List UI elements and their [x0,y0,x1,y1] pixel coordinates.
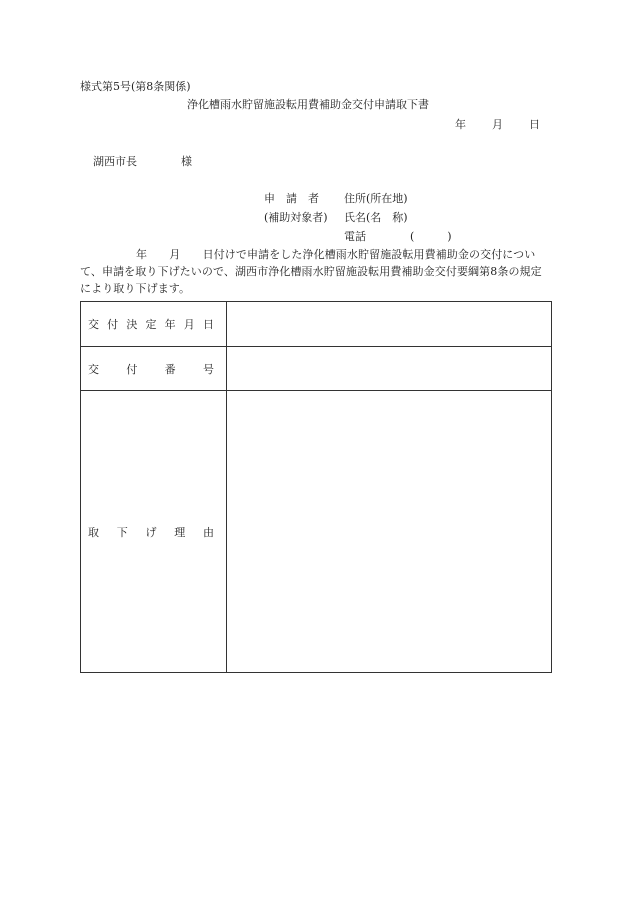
name-label: 氏名(名 称) [344,211,408,224]
subsidy-target-label: (補助対象者) [264,211,328,224]
applicant-role-label: 申 請 者 [264,192,319,205]
decision-date-label [81,302,227,347]
address-label: 住所(所在地) [344,192,408,205]
table-row-grant-number [81,347,552,391]
grant-number-label [81,347,227,391]
body-text: 年 月 日付けで申請をした浄化槽雨水貯留施設転用費補助金の交付について、申請を取り下げたいので、湖西市浄化槽雨水貯留施設転用費補助金交付要綱第8条の規定により取り下げます。 [80,248,542,295]
decision-date-label-chars: 交 付 決 定 年 月 日 [88,318,214,331]
addressee-honorific: 様 [181,155,192,168]
applicant-address-row [264,192,452,211]
date-day: 日 [529,118,540,131]
form-number: 様式第5号(第8条関係) [80,80,191,93]
withdrawal-reason-value[interactable] [227,391,552,673]
table-row-decision-date [81,302,552,347]
withdrawal-reason-label-chars: 取 下 げ 理 由 [88,525,214,539]
addressee [93,155,192,169]
withdrawal-reason-label [81,391,227,673]
decision-date-value[interactable] [227,302,552,347]
withdrawal-table [80,301,552,673]
applicant-name-row [264,211,452,230]
grant-number-value[interactable] [227,347,552,391]
document-title: 浄化槽雨水貯留施設転用費補助金交付申請取下書 [187,98,429,111]
table-row-withdrawal-reason [81,391,552,673]
submission-date [455,118,540,132]
date-year: 年 [455,118,466,131]
applicant-block [264,192,452,249]
grant-number-label-chars: 交 付 番 号 [88,362,214,376]
addressee-name: 湖西市長 [93,155,137,168]
phone-parens: ( ) [410,230,452,243]
phone-label: 電話 [344,230,366,243]
date-month: 月 [492,118,503,131]
